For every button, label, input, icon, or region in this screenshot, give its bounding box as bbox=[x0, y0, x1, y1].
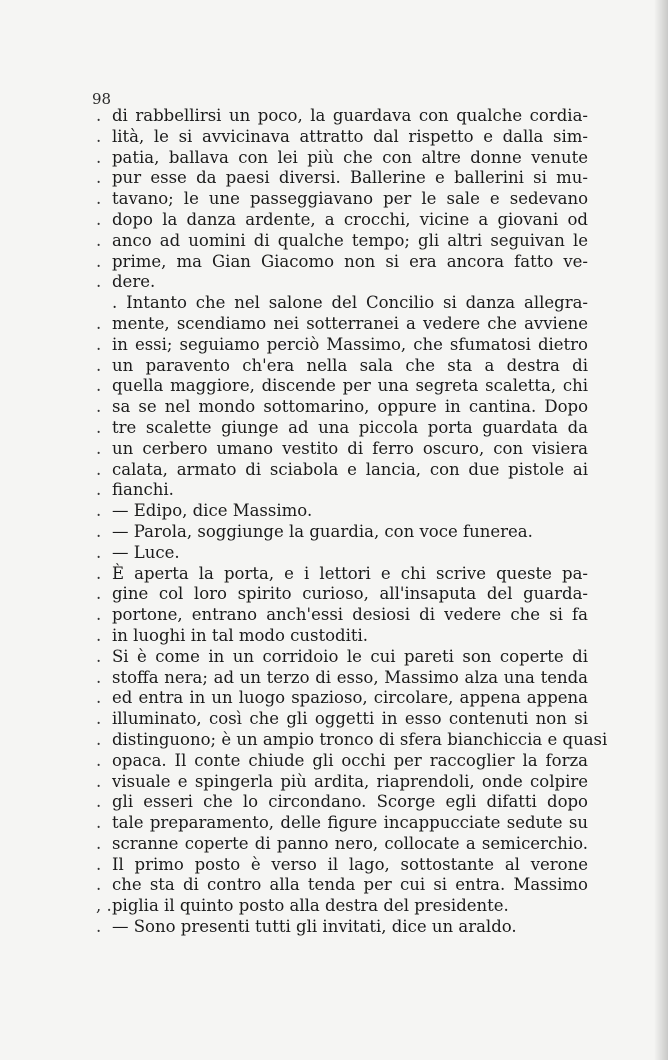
text-line bbox=[96, 522, 588, 543]
text-line bbox=[96, 751, 588, 772]
margin-marker: . bbox=[96, 625, 102, 645]
text-line bbox=[96, 189, 588, 210]
page-number: 98 bbox=[92, 90, 112, 108]
text-line bbox=[96, 335, 588, 356]
text-line bbox=[96, 729, 608, 751]
line-text: Si è come in un corridoio le cui pareti son coperte di bbox=[112, 646, 588, 666]
text-line bbox=[96, 210, 588, 231]
line-text: mente, scendiamo nei sotterranei a vedere che avviene bbox=[112, 313, 588, 333]
text-line bbox=[96, 917, 588, 938]
line-text: scranne coperte di panno nero, collocate a semicerchio. bbox=[112, 833, 588, 853]
text-line bbox=[96, 252, 588, 273]
text-line bbox=[96, 605, 588, 626]
text-line bbox=[96, 439, 588, 460]
margin-marker: . bbox=[96, 875, 102, 895]
margin-marker: . bbox=[96, 646, 102, 666]
margin-marker: , . bbox=[96, 896, 112, 916]
text-line bbox=[96, 376, 588, 397]
margin-marker: . bbox=[96, 501, 102, 521]
margin-marker: . bbox=[96, 189, 102, 209]
line-text: dere. bbox=[112, 272, 156, 292]
text-line bbox=[96, 397, 588, 418]
line-text: tavano; le une passeggiavano per le sale e sedevano bbox=[112, 189, 588, 209]
line-text: prime, ma Gian Giacomo non si era ancora fatto ve- bbox=[112, 251, 588, 271]
margin-marker: . bbox=[96, 729, 102, 749]
line-text: — Sono presenti tutti gli invitati, dice un araldo. bbox=[112, 917, 517, 937]
line-text: lità, le si avvicinava attratto dal rispetto e dalla sim- bbox=[112, 126, 588, 146]
text-line bbox=[96, 480, 588, 501]
text-line bbox=[96, 626, 588, 647]
line-text: stoffa nera; ad un terzo di esso, Massimo alza una tenda bbox=[112, 667, 588, 687]
margin-marker: . bbox=[96, 667, 102, 687]
text-line bbox=[96, 564, 588, 585]
text-line bbox=[96, 875, 588, 896]
text-line bbox=[96, 460, 588, 481]
margin-marker: . bbox=[96, 106, 102, 125]
margin-marker: . bbox=[96, 605, 102, 625]
page-edge-shadow bbox=[654, 0, 668, 1060]
text-line bbox=[96, 647, 588, 668]
text-line bbox=[96, 688, 588, 709]
text-line bbox=[96, 834, 588, 855]
line-text: gli esseri che lo circondano. Scorge egli difatti dopo bbox=[112, 792, 588, 812]
margin-marker: . bbox=[96, 584, 102, 604]
line-text: piglia il quinto posto alla destra del presidente. bbox=[112, 896, 509, 916]
line-text: ed entra in un luogo spazioso, circolare, appena appena bbox=[112, 688, 588, 708]
text-line bbox=[96, 272, 588, 293]
text-line bbox=[96, 772, 588, 793]
text-line bbox=[96, 855, 588, 876]
text-line bbox=[96, 314, 588, 335]
margin-marker: . bbox=[96, 417, 102, 437]
line-text: quella maggiore, discende per una segreta scaletta, chi bbox=[112, 376, 588, 396]
margin-marker: . bbox=[96, 209, 102, 229]
margin-marker: . bbox=[96, 168, 102, 188]
text-line bbox=[96, 584, 588, 605]
text-line bbox=[96, 127, 588, 148]
line-text: che sta di contro alla tenda per cui si entra. Massimo bbox=[112, 875, 588, 895]
line-text: distinguono; è un ampio tronco di sfera bianchiccia e quasi bbox=[112, 729, 608, 749]
text-line bbox=[96, 293, 588, 314]
line-text: dopo la danza ardente, a crocchi, vicine a giovani od bbox=[112, 209, 588, 229]
line-text: tale preparamento, delle figure incappucciate sedute su bbox=[112, 813, 588, 833]
margin-marker: . bbox=[96, 750, 102, 770]
line-text: sa se nel mondo sottomarino, oppure in cantina. Dopo bbox=[112, 397, 588, 417]
margin-marker: . bbox=[96, 313, 102, 333]
line-text: opaca. Il conte chiude gli occhi per raccoglier la forza bbox=[112, 750, 588, 770]
line-text: in luoghi in tal modo custoditi. bbox=[112, 625, 369, 645]
text-line bbox=[96, 668, 588, 689]
text-line bbox=[96, 792, 588, 813]
margin-marker: . bbox=[96, 709, 102, 729]
line-text: un cerbero umano vestito di ferro oscuro, con visiera bbox=[112, 438, 588, 458]
margin-marker: . bbox=[96, 334, 102, 354]
line-text: tre scalette giunge ad una piccola porta guardata da bbox=[112, 417, 588, 437]
line-text: — Luce. bbox=[112, 542, 180, 562]
line-text: — Edipo, dice Massimo. bbox=[112, 501, 313, 521]
margin-marker: . bbox=[96, 480, 102, 500]
line-text: illuminato, così che gli oggetti in esso contenuti non si bbox=[112, 709, 588, 729]
line-text: visuale e spingerla più ardita, riaprendoli, onde colpire bbox=[112, 771, 588, 791]
text-line bbox=[96, 501, 588, 522]
body-text bbox=[96, 106, 608, 938]
text-line bbox=[96, 231, 588, 252]
margin-marker: . bbox=[96, 792, 102, 812]
margin-marker: . bbox=[96, 147, 102, 167]
margin-marker: . bbox=[96, 376, 102, 396]
margin-marker: . bbox=[96, 688, 102, 708]
margin-marker: . bbox=[96, 397, 102, 417]
margin-marker: . bbox=[96, 542, 102, 562]
margin-marker: . bbox=[96, 459, 102, 479]
margin-marker: . bbox=[96, 813, 102, 833]
margin-marker: . bbox=[96, 563, 102, 583]
line-text: portone, entrano anch'essi desiosi di vedere che si fa bbox=[112, 605, 588, 625]
text-line bbox=[96, 896, 588, 917]
margin-marker: . bbox=[96, 854, 102, 874]
line-text: patia, ballava con lei più che con altre donne venute bbox=[112, 147, 588, 167]
line-text: Il primo posto è verso il lago, sottostante al verone bbox=[112, 854, 588, 874]
margin-marker: . bbox=[96, 917, 102, 937]
text-line bbox=[96, 813, 588, 834]
line-text: calata, armato di sciabola e lancia, con due pistole ai bbox=[112, 459, 588, 479]
line-text: gine col loro spirito curioso, all'insaputa del guarda- bbox=[112, 584, 588, 604]
line-text: fianchi. bbox=[112, 480, 174, 500]
margin-marker: . bbox=[96, 272, 102, 292]
text-line bbox=[96, 418, 588, 439]
text-line bbox=[96, 709, 588, 730]
text-line bbox=[96, 148, 588, 169]
margin-marker: . bbox=[96, 251, 102, 271]
text-line bbox=[96, 106, 588, 127]
line-text: di rabbellirsi un poco, la guardava con qualche cordia- bbox=[112, 106, 588, 125]
text-line bbox=[96, 543, 588, 564]
line-text: È aperta la porta, e i lettori e chi scrive queste pa- bbox=[112, 563, 588, 583]
text-line bbox=[96, 356, 588, 377]
line-text: anco ad uomini di qualche tempo; gli altri seguivan le bbox=[112, 230, 588, 250]
margin-marker: . bbox=[96, 126, 102, 146]
margin-marker: . bbox=[96, 438, 102, 458]
line-text: . Intanto che nel salone del Concilio si danza allegra- bbox=[112, 293, 588, 313]
line-text: pur esse da paesi diversi. Ballerine e ballerini si mu- bbox=[112, 168, 588, 188]
margin-marker: . bbox=[96, 355, 102, 375]
margin-marker: . bbox=[96, 771, 102, 791]
margin-marker: . bbox=[96, 521, 102, 541]
margin-marker: . bbox=[96, 230, 102, 250]
line-text: un paravento ch'era nella sala che sta a destra di bbox=[112, 355, 588, 375]
margin-marker: . bbox=[96, 833, 102, 853]
text-line bbox=[96, 168, 588, 189]
line-text: — Parola, soggiunge la guardia, con voce funerea. bbox=[112, 521, 533, 541]
line-text: in essi; seguiamo perciò Massimo, che sfumatosi dietro bbox=[112, 334, 588, 354]
